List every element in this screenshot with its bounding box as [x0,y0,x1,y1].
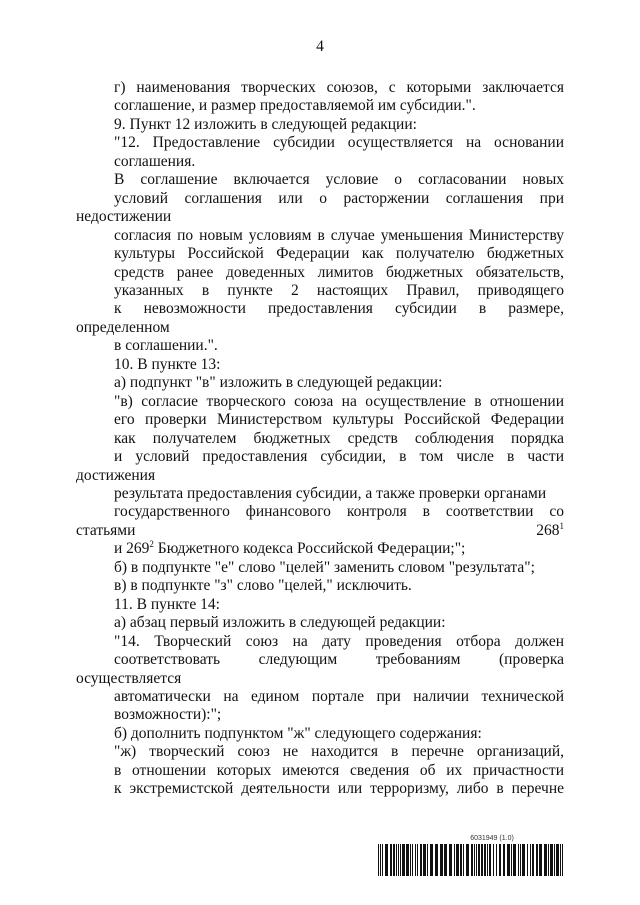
paragraph-line [76,540,564,558]
barcode-bar [496,844,497,876]
barcode-bar [460,844,462,876]
barcode-bar [471,844,473,876]
paragraph-line: а) подпункт "в" изложить в следующей редакции: [114,374,443,392]
barcode-bar [562,844,563,876]
paragraph-line: "в) согласие творческого союза на осуществление в отношении [114,392,564,410]
barcode-bar [493,844,494,876]
barcode-bar [511,844,512,876]
paragraph [76,743,564,798]
barcode-bar [380,844,381,876]
barcode-bar [544,844,547,876]
paragraph-line: В соглашение включается условие о согласовании новых [114,171,564,189]
paragraph-line: и условий предоставления субсидии, в том числе в части достижения [76,448,564,484]
paragraph-line: возможности):"; [114,706,222,724]
barcode-bar [430,844,433,876]
paragraph [76,171,564,356]
barcode-bar [410,844,411,876]
barcode-bar [478,844,480,876]
paragraph [76,596,564,614]
barcode-bar [417,844,418,876]
paragraph [76,559,564,577]
barcode-icon [378,844,566,876]
paragraph-line: результата предоставления субсидии, а также проверки органами [114,484,547,502]
barcode-block [378,835,566,876]
paragraph-line [76,503,564,540]
barcode-bar [382,844,383,876]
paragraph [76,633,564,725]
paragraph-line: средств ранее доведенных лимитов бюджетных обязательств, [114,263,564,281]
paragraph-line: б) в подпункте "е" слово "целей" заменить словом "результата"; [114,558,535,576]
article-ref-line: государственного финансового контроля в соответствии со статьями 268 [76,503,564,539]
paragraph-line: 11. В пункте 14: [114,595,220,613]
paragraph-line: к невозможности предоставления субсидии в размере, определенном [76,300,564,336]
paragraph-line: его проверки Министерством культуры Российской Федерации [114,411,564,429]
paragraph-line: согласия по новым условиям в случае уменьшения Министерству [114,226,564,244]
paragraph-line: как получателем бюджетных средств соблюдения порядка [114,429,564,447]
paragraph-line: 10. В пункте 13: [114,355,221,373]
barcode-bar [484,844,486,876]
barcode-bar [393,844,395,876]
paragraph-line: в отношении которых имеются сведения об их причастности [114,761,564,779]
paragraph-with-article-refs [76,393,564,559]
barcode-bar [548,844,549,876]
paragraph [76,116,564,134]
barcode-bar [449,844,452,876]
paragraph [76,134,564,171]
paragraph-line: а) абзац первый изложить в следующей редакции: [114,614,446,632]
barcode-bar [463,844,464,876]
barcode-code: 6031949 (1.0) [470,835,514,842]
document-body [76,79,564,799]
article-ref-suffix: Бюджетного кодекса Российской Федерации;"; [153,540,466,558]
paragraph-line: к экстремистской деятельности или терроризму, либо в перечне [114,780,564,798]
paragraph-line: культуры Российской Федерации как получателю бюджетных [114,245,564,263]
paragraph-line: "ж) творческий союз не находится в перечне организаций, [114,743,564,761]
barcode-bar [444,844,447,876]
barcode-bar [532,844,534,876]
paragraph [76,577,564,595]
paragraph-line: в) в подпункте "з" слово "целей," исключить. [114,577,412,595]
superscript: 1 [559,520,564,531]
barcode-bar [427,844,428,876]
barcode-bar [398,844,399,876]
barcode-bar [539,844,542,876]
barcode-bar [513,844,516,876]
paragraph-line: условий соглашения или о расторжении соглашения при недостижении [76,189,564,226]
barcode-bar [560,844,561,876]
page-number: 4 [316,38,324,55]
barcode-bar [487,844,488,876]
barcode-bar [466,844,469,876]
barcode-bar [527,844,528,876]
barcode-bar [378,844,379,876]
paragraph [76,356,564,374]
paragraph [76,374,564,392]
barcode-bar [390,844,392,876]
barcode-bar [556,844,559,876]
paragraph-line: соответствовать следующим требованиям (проверка осуществляется [76,651,564,687]
barcode-bar [406,844,409,876]
barcode-bar [415,844,416,876]
paragraph [76,79,564,116]
paragraph-line: соглашения. [114,152,196,170]
barcode-bar [536,844,538,876]
barcode-bar [420,844,422,876]
barcode-bar [400,844,401,876]
barcode-bar [554,844,555,876]
paragraph-line: указанных в пункте 2 настоящих Правил, приводящего [114,281,564,299]
paragraph [76,725,564,743]
barcode-bar [456,844,459,876]
paragraph-line: автоматически на едином портале при наличии технической [114,687,564,705]
barcode-bar [440,844,443,876]
paragraph-line: б) дополнить подпунктом "ж" следующего содержания: [114,724,482,742]
barcode-bar [396,844,397,876]
barcode-bar [489,844,491,876]
barcode-bar [550,844,553,876]
paragraph-line: г) наименования творческих союзов, с которыми заключается [114,79,564,96]
barcode-bar [412,844,413,876]
paragraph-line: "14. Творческий союз на дату проведения отбора должен [114,632,564,650]
barcode-bar [503,844,505,876]
barcode-bar [499,844,501,876]
superscript: 2 [149,539,154,550]
barcode-bar [474,844,475,876]
barcode-bar [423,844,426,876]
paragraph-line: "12. Предоставление субсидии осуществляется на основании [114,134,564,152]
paragraph-line: 9. Пункт 12 изложить в следующей редакции: [114,115,417,133]
paragraph [76,614,564,632]
paragraph-line: в соглашении.". [114,337,218,355]
barcode-bar [518,844,519,876]
barcode-bar [530,844,531,876]
barcode-bar [454,844,455,876]
barcode-bar [476,844,477,876]
barcode-bar [435,844,438,876]
barcode-bar [522,844,525,876]
barcode-bar [385,844,388,876]
barcode-bar [520,844,521,876]
barcode-bar [507,844,510,876]
paragraph-line: соглашение, и размер предоставляемой им субсидии.". [114,97,476,115]
barcode-bar [402,844,405,876]
barcode-bar [481,844,483,876]
article-ref-prefix: и 269 [114,540,150,558]
